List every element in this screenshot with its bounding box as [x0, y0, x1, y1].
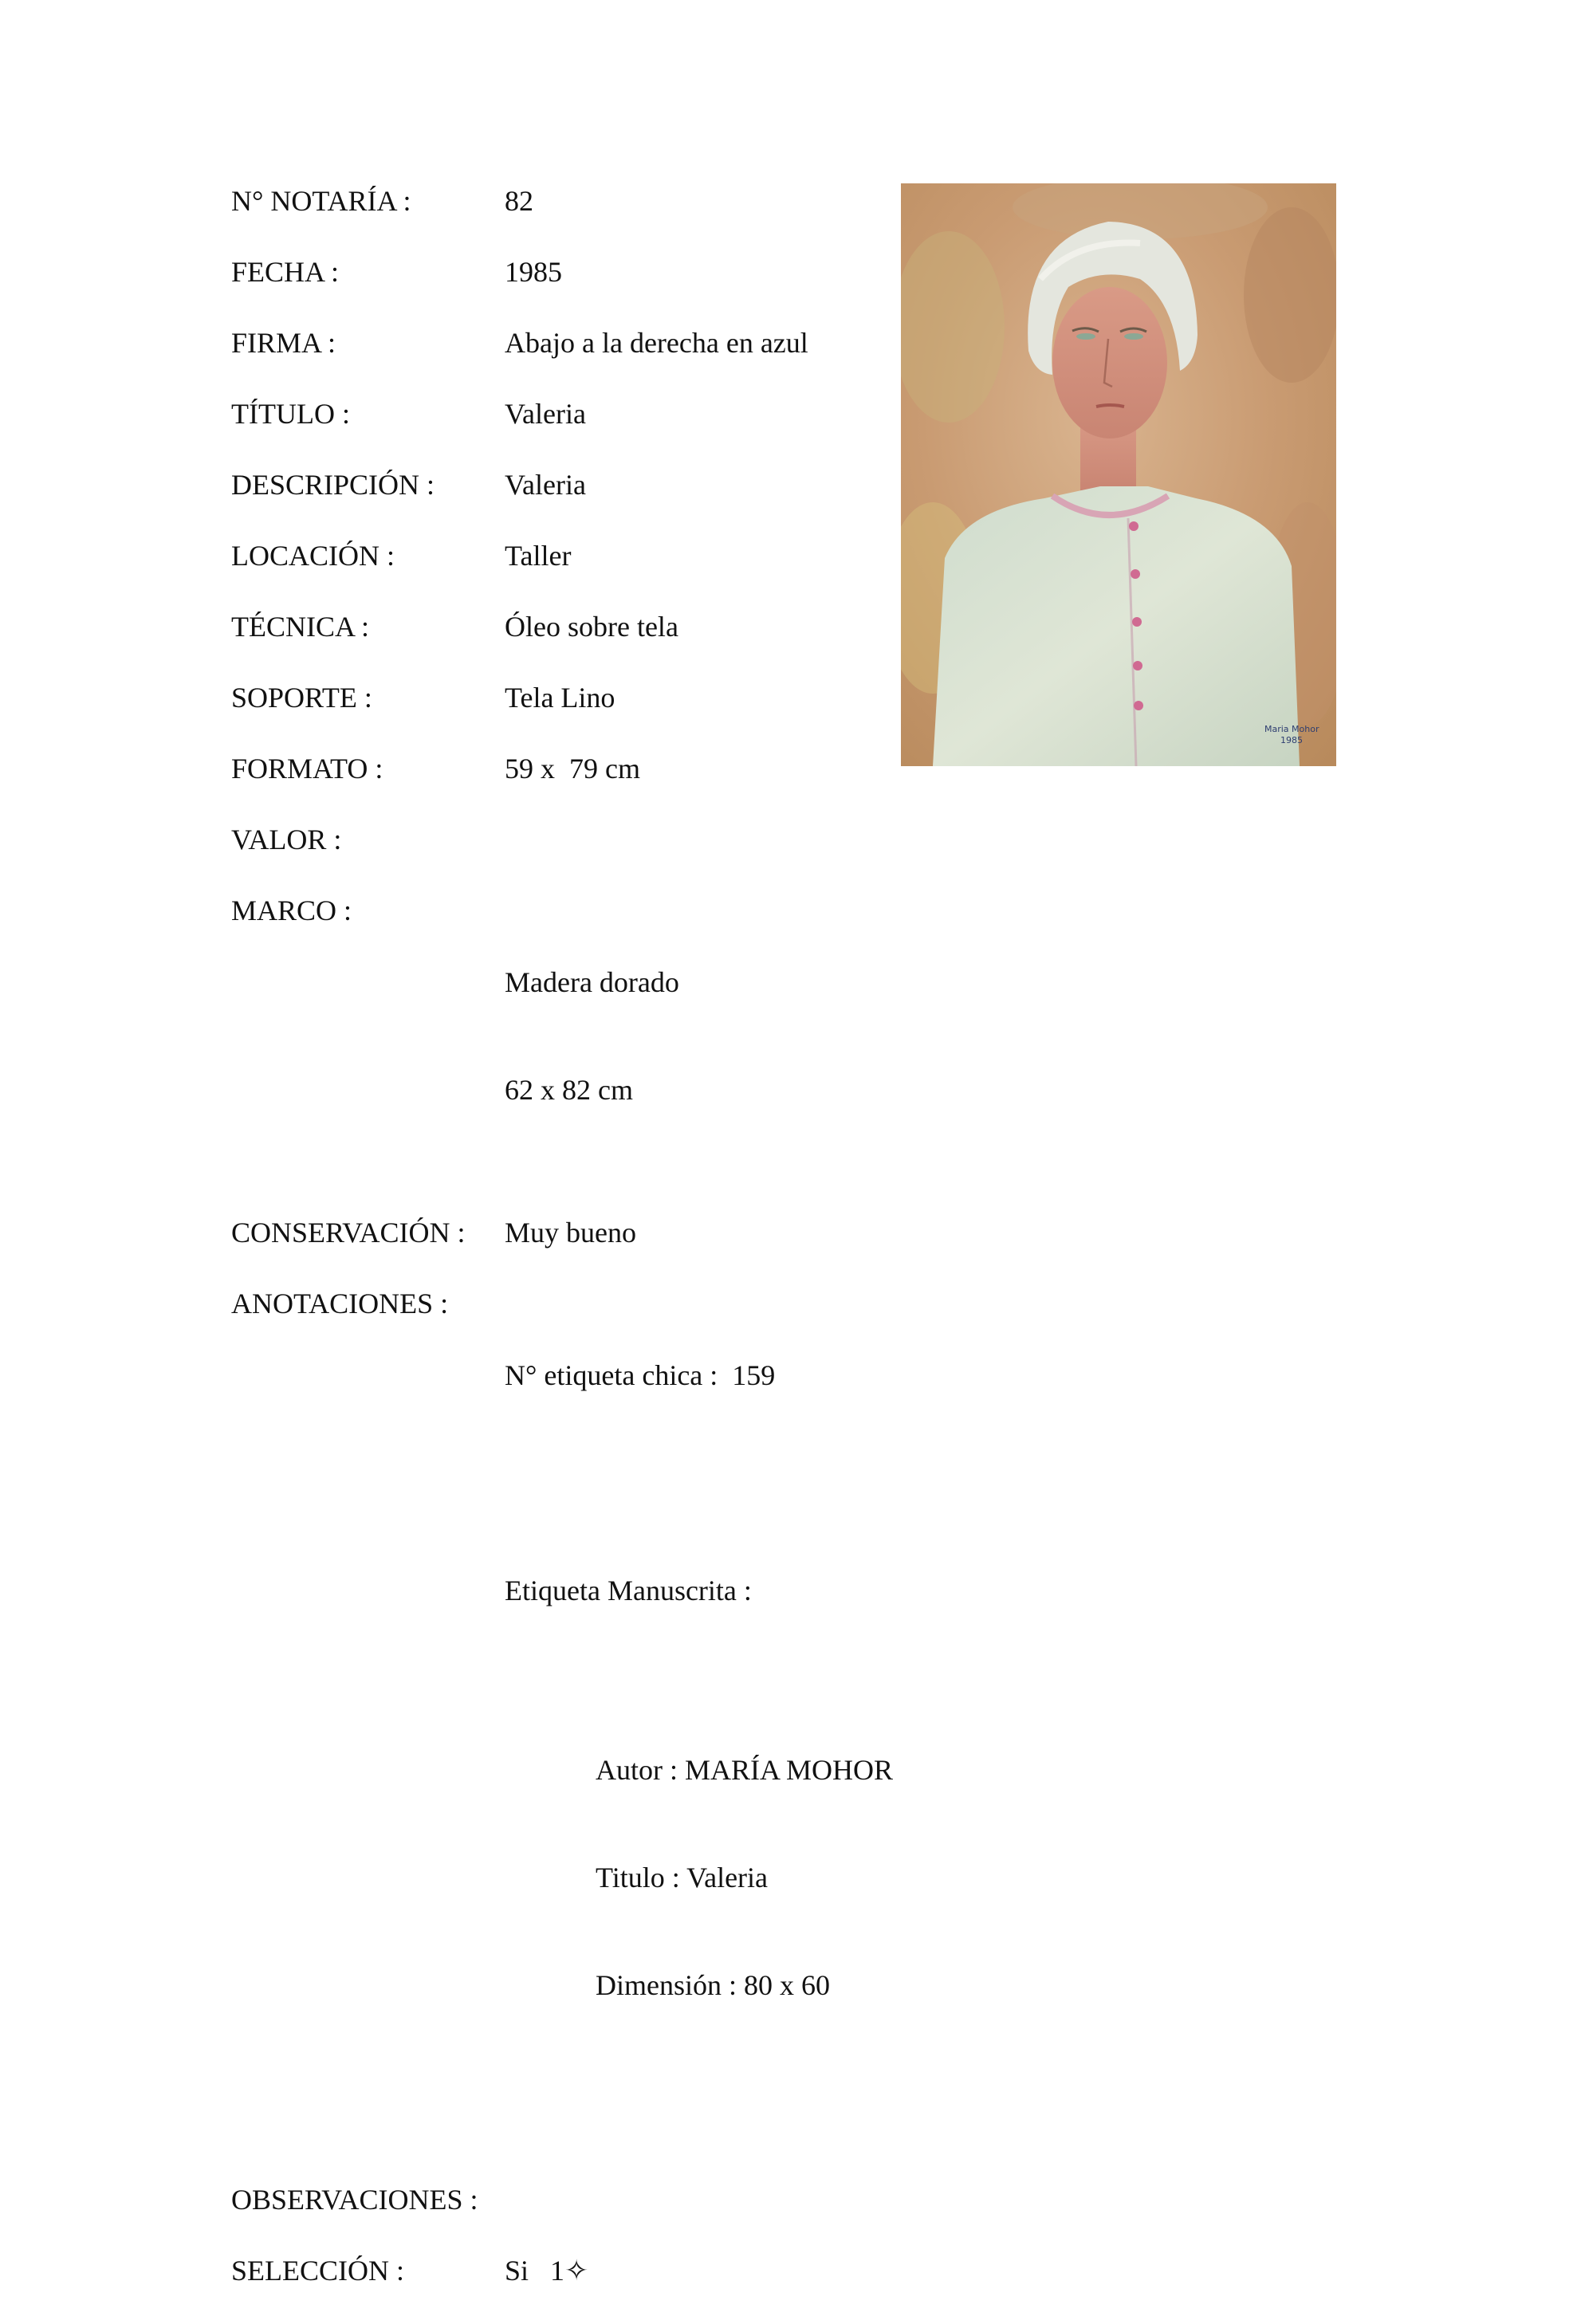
field-value: Muy bueno	[505, 1217, 636, 1249]
etiqueta-heading: Etiqueta Manuscrita :	[505, 1575, 752, 1606]
field-value	[505, 1286, 1028, 2147]
etiqueta-details	[505, 1681, 1028, 2075]
field-row-seleccion	[231, 2253, 1028, 2289]
field-value: 1985	[505, 256, 562, 288]
spacer	[505, 1465, 1028, 1501]
signature-year: 1985	[1280, 735, 1303, 745]
field-label: MARCO :	[231, 895, 352, 926]
field-value: Valeria	[505, 398, 586, 430]
field-row-valor	[231, 822, 1028, 858]
field-label: LOCACIÓN :	[231, 540, 395, 572]
etiqueta-chica: N° etiqueta chica : 159	[505, 1359, 776, 1391]
etiqueta-titulo: Titulo : Valeria	[596, 1862, 769, 1893]
field-value	[505, 2182, 1028, 2218]
field-row-anotaciones	[231, 1286, 1028, 2147]
field-value: Abajo a la derecha en azul	[505, 327, 808, 359]
painting-image	[901, 183, 1336, 766]
field-value: Valeria	[505, 469, 586, 501]
marco-dimensions: 62 x 82 cm	[505, 1074, 633, 1106]
field-row-marco	[231, 893, 1028, 1180]
field-value	[505, 893, 1028, 1180]
portrait-painting	[901, 183, 1336, 766]
field-label: FORMATO :	[231, 753, 383, 784]
field-value: Óleo sobre tela	[505, 611, 678, 643]
field-label: ANOTACIONES :	[231, 1288, 449, 1319]
field-label: FIRMA :	[231, 327, 336, 359]
field-label: CONSERVACIÓN :	[231, 1217, 466, 1249]
field-row-observaciones	[231, 2182, 1028, 2218]
field-label: TÍTULO :	[231, 398, 350, 430]
signature-name: Maria Mohor	[1264, 724, 1319, 734]
field-value: 59 x 79 cm	[505, 753, 640, 784]
field-value	[505, 822, 1028, 858]
field-label: SOPORTE :	[231, 682, 372, 714]
marco-material: Madera dorado	[505, 966, 679, 998]
field-value: Si 1✧	[505, 2255, 589, 2287]
field-value: 82	[505, 185, 533, 217]
field-label: OBSERVACIONES :	[231, 2184, 478, 2216]
field-label: VALOR :	[231, 824, 342, 855]
field-label: DESCRIPCIÓN :	[231, 469, 435, 501]
field-row-conservacion	[231, 1215, 1028, 1251]
etiqueta-dimension: Dimensión : 80 x 60	[596, 1969, 830, 2001]
field-label: FECHA :	[231, 256, 340, 288]
field-label: N° NOTARÍA :	[231, 185, 411, 217]
field-label: TÉCNICA :	[231, 611, 370, 643]
field-value: Taller	[505, 540, 572, 572]
field-label: SELECCIÓN :	[231, 2255, 405, 2287]
etiqueta-autor: Autor : MARÍA MOHOR	[596, 1754, 894, 1786]
field-value: Tela Lino	[505, 682, 615, 714]
